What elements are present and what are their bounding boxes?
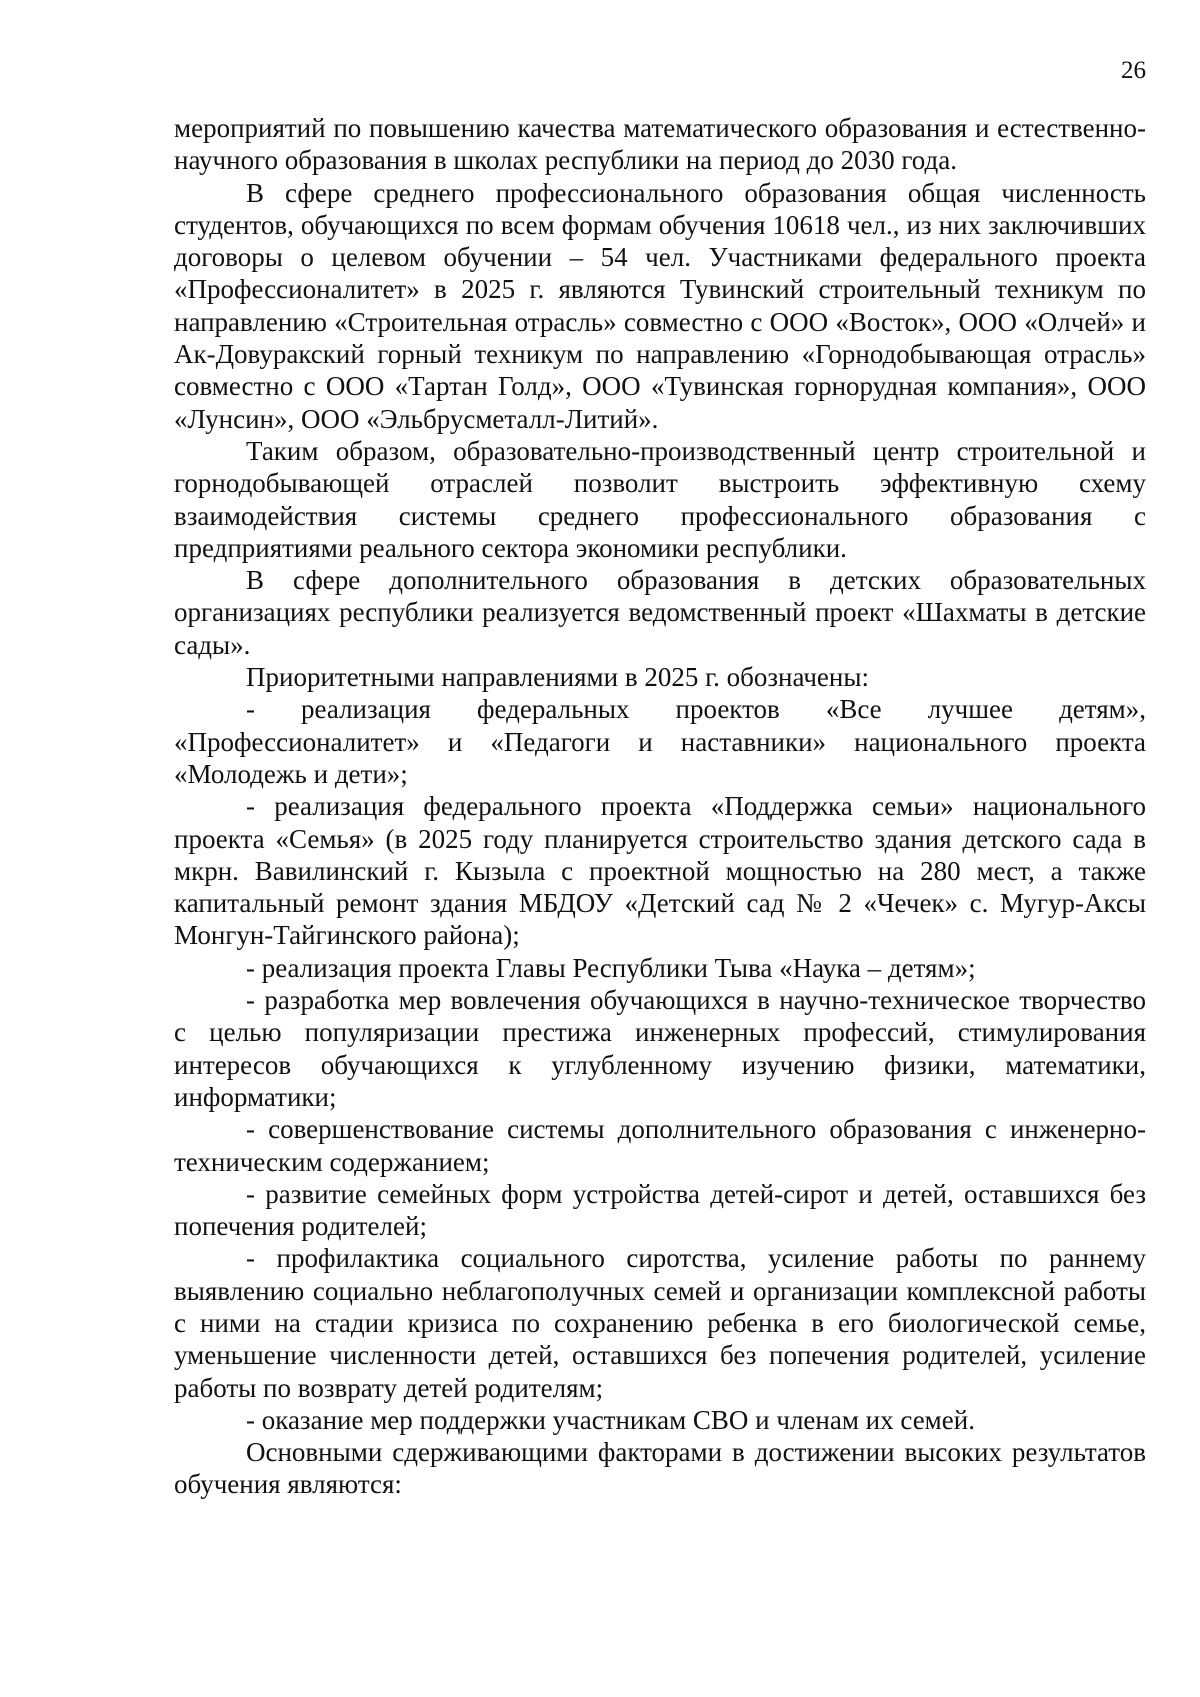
list-item-federal-projects: - реализация федеральных проектов «Все лучшее детям», «Профессионалитет» и «Педагоги и наставники» национального проекта «Молодежь и дети»; — [174, 694, 1146, 789]
list-item-svo-support: - оказание мер поддержки участникам СВО и членам их семей. — [246, 1404, 975, 1435]
paragraph-production-center: Таким образом, образовательно-производственный центр строительной и горнодобывающей отраслей позволит выстроить эффективную схему взаимодействия системы среднего профессионального образования с предприятиями реального сектора экономики республики. — [174, 435, 1146, 563]
list-item-additional-education-improvement: - совершенствование системы дополнительного образования с инженерно-техническим содержанием; — [174, 1114, 1146, 1177]
page-number: 26 — [1121, 57, 1146, 84]
paragraph-priorities-heading: Приоритетными направлениями в 2025 г. обозначены: — [246, 662, 870, 693]
list-item-science-children: - реализация проекта Главы Республики Тыва «Наука – детям»; — [246, 952, 976, 983]
paragraph-constraining-factors: Основными сдерживающими факторами в достижении высоких результатов обучения являются: — [174, 1437, 1146, 1500]
list-item-family-placement: - развитие семейных форм устройства детей-сирот и детей, оставшихся без попечения родителей; — [174, 1178, 1146, 1242]
list-item-orphanhood-prevention: - профилактика социального сиротства, усиление работы по раннему выявлению социально неблагополучных семей и организации комплексной работы с ними на стадии кризиса по сохранению ребенка в его биологической семье, уменьшение численности детей, оставшихся без попечения родителей, усиление работы по возврату детей родителям; — [174, 1243, 1146, 1403]
paragraph-continuation: мероприятий по повышению качества математического образования и естественно-научного образования в школах республики на период до 2030 года. — [174, 113, 1146, 176]
paragraph-spo: В сфере среднего профессионального образования общая численность студентов, обучающихся по всем формам обучения 10618 чел., из них заключивших договоры о целевом обучении – 54 чел. Участниками федерального проекта «Профессионалитет» в 2025 г. являются Тувинский строительный техникум по направлению «Строительная отрасль» совместно с ООО «Восток», ООО «Олчей» и Ак-Довуракский горный техникум по направлению «Горнодобывающая отрасль» совместно с ООО «Тартан Голд», ООО «Тувинская горнорудная компания», ООО «Лунсин», ООО «Эльбрусметалл-Литий». — [174, 177, 1146, 434]
document-body — [174, 112, 1146, 1501]
list-item-technical-creativity: - разработка мер вовлечения обучающихся в научно-техническое творчество с целью популяризации престижа инженерных профессий, стимулирования интересов обучающихся к углубленному изучению физики, математики, информатики; — [174, 985, 1146, 1112]
paragraph-additional-education: В сфере дополнительного образования в детских образовательных организациях республики реализуется ведомственный проект «Шахматы в детские сады». — [174, 565, 1146, 660]
list-item-family-support: - реализация федерального проекта «Поддержка семьи» национального проекта «Семья» (в 2025 году планируется строительство здания детского сада в мкрн. Вавилинский г. Кызыла с проектной мощностью на 280 мест, а также капитальный ремонт здания МБДОУ «Детский сад № 2 «Чечек» с. Мугур-Аксы Монгун-Тайгинского района); — [174, 791, 1146, 951]
